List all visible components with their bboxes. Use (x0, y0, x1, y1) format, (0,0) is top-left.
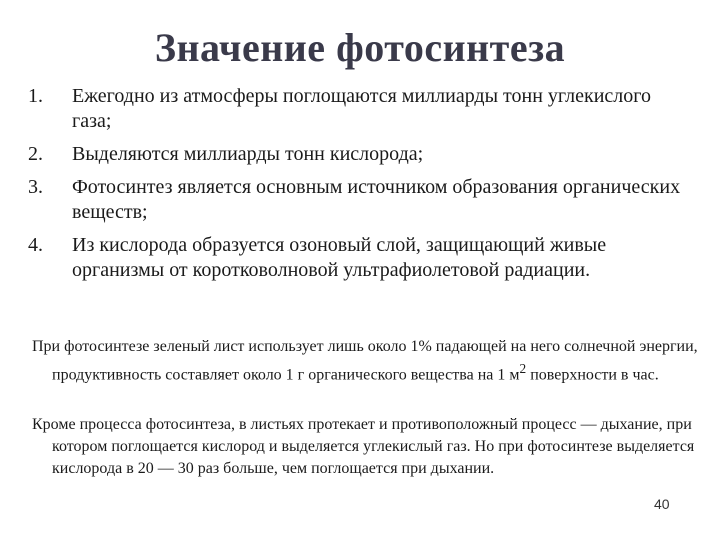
energy-note (32, 336, 700, 386)
page-number: 40 (654, 496, 670, 512)
list-item-number: 1. (28, 85, 43, 107)
energy-note-superscript: 2 (519, 361, 527, 376)
respiration-note: Кроме процесса фотосинтеза, в листьях протекает и противоположный процесс — дыхание, при котором поглощается кислород и выделяется углекислый газ. Но при фотосинтезе выделяется кислорода в 20 — 30 раз больше, чем поглощается при дыхании. (32, 416, 695, 477)
list-item-number: 4. (28, 234, 43, 256)
energy-note-text-end: поверхности в час. (526, 366, 659, 384)
list-item (28, 84, 688, 134)
energy-note-text: При фотосинтезе зеленый лист использует лишь около 1% падающей на него солнечной энергии, продуктивность составляет около 1 г органического вещества на 1 м (32, 338, 698, 384)
slide-title: Значение фотосинтеза (154, 25, 566, 70)
list-item (28, 175, 688, 225)
list-item-text: Фотосинтез является основным источником образования органических веществ; (72, 176, 681, 223)
list-item-text: Из кислорода образуется озоновый слой, защищающий живые организмы от коротковолновой ультрафиолетовой радиации. (72, 234, 607, 281)
list-item-text: Ежегодно из атмосферы поглощаются миллиарды тонн углекислого газа; (72, 85, 651, 132)
list-item-text: Выделяются миллиарды тонн кислорода; (72, 143, 424, 165)
list-item-number: 3. (28, 176, 43, 198)
list-item (28, 142, 688, 167)
numbered-list (28, 84, 688, 291)
list-item (28, 233, 688, 283)
list-item-number: 2. (28, 143, 43, 165)
